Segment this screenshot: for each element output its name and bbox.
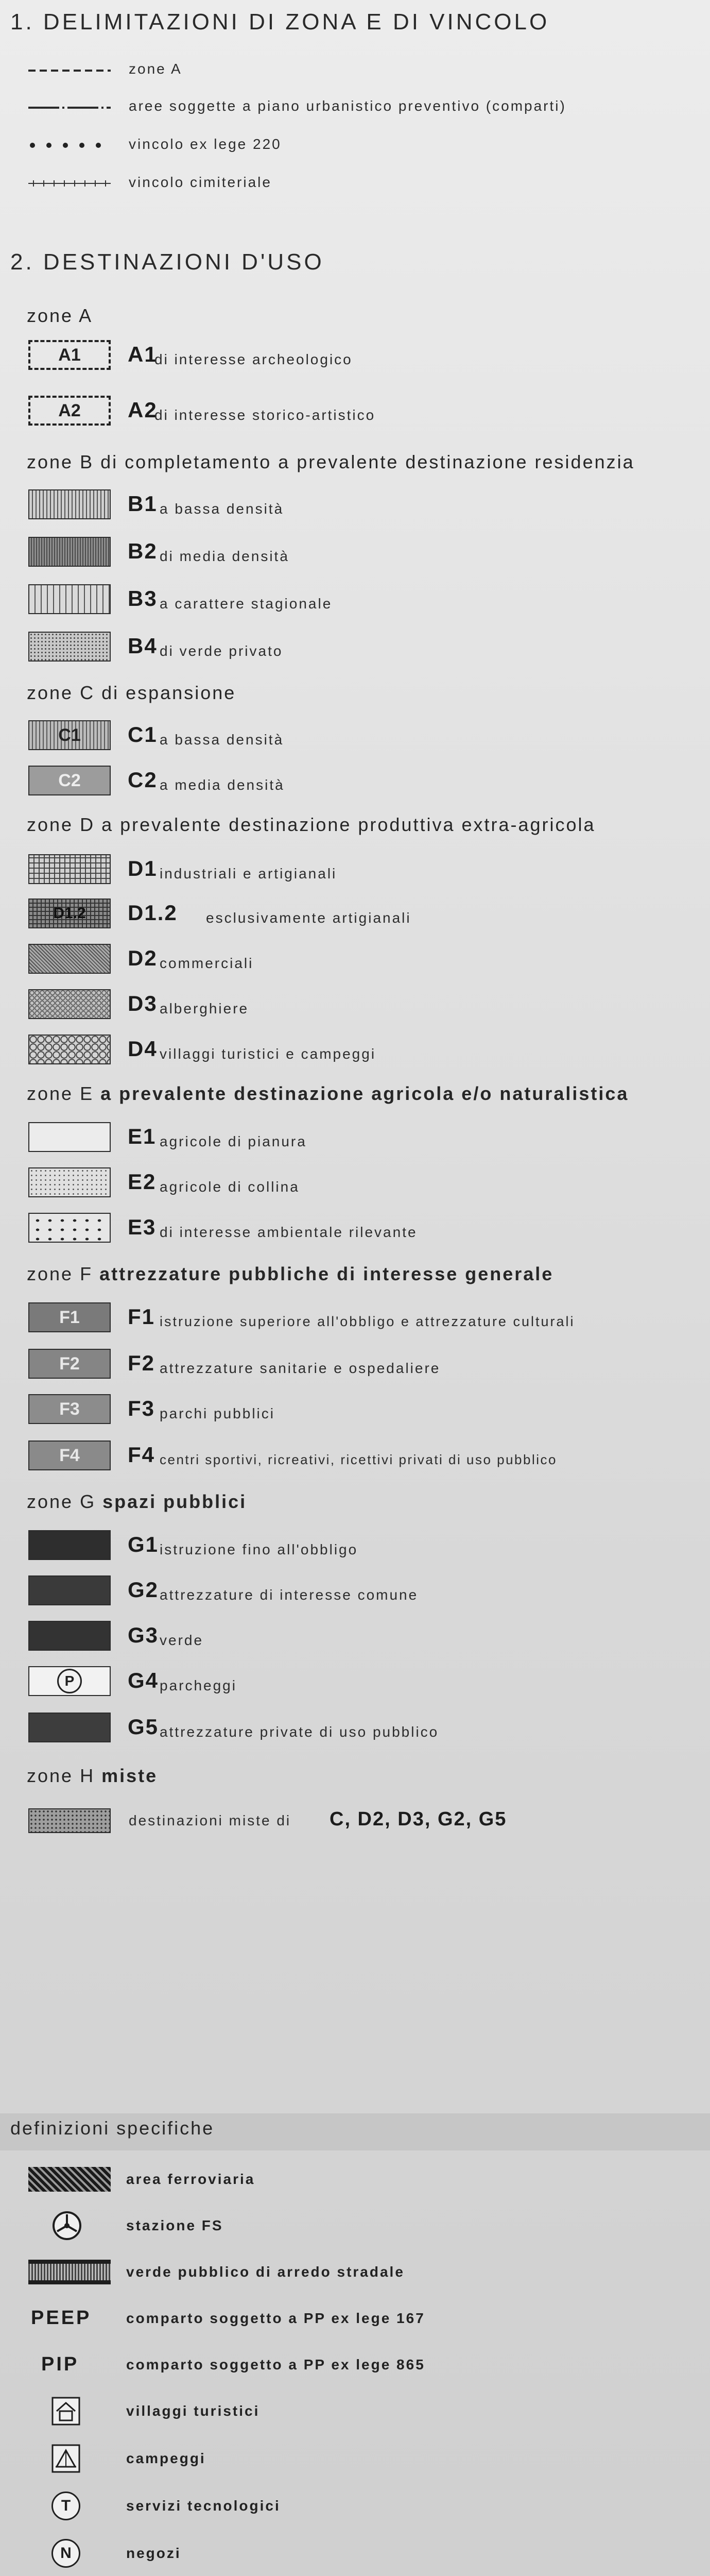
- legend-label: zone A: [129, 61, 182, 77]
- zone-d-heading: [27, 814, 596, 836]
- def-label: comparto soggetto a PP ex lege 865: [126, 2357, 425, 2372]
- zone-desc: destinazioni miste di: [129, 1812, 291, 1828]
- hatched-band-icon: [28, 2167, 111, 2192]
- legend-row-c2: [0, 766, 710, 796]
- zone-letter: zone B: [27, 451, 94, 472]
- zone-e-heading: [27, 1083, 629, 1105]
- zone-heading-text: attrezzature pubbliche di interesse generale: [99, 1263, 554, 1284]
- zone-heading-text: miste: [101, 1765, 158, 1786]
- def-label: servizi tecnologici: [126, 2498, 281, 2514]
- zone-symbol: A1: [28, 340, 111, 370]
- grid-pattern-icon: [28, 854, 111, 884]
- def-row-servizi: [0, 2490, 710, 2521]
- legend-item-vincolo-cimiteriale: [0, 173, 710, 194]
- zone-code: G1: [128, 1532, 159, 1556]
- dashed-line-icon: [28, 69, 111, 72]
- zone-code: F1: [128, 1304, 155, 1329]
- crosshatch-pattern-icon: [28, 944, 111, 974]
- parking-icon: P: [57, 1669, 82, 1693]
- zone-code: D2: [128, 946, 158, 970]
- zone-g-heading: [27, 1491, 247, 1513]
- zone-desc: di media densità: [160, 548, 289, 564]
- zone-code: C1: [128, 722, 158, 747]
- zone-code: G5: [128, 1715, 159, 1739]
- zone-symbol: F1: [28, 1302, 111, 1332]
- legend-row-b2: [0, 537, 710, 568]
- legend-row-g1: [0, 1530, 710, 1561]
- zone-desc: attrezzature private di uso pubblico: [160, 1724, 439, 1740]
- def-label: campeggi: [126, 2450, 206, 2466]
- servizi-tecnologici-icon: T: [51, 2492, 80, 2520]
- vertical-hatch-pattern-icon: [28, 489, 111, 519]
- zone-symbol: F3: [28, 1394, 111, 1424]
- legend-row-d2: [0, 944, 710, 975]
- zone-code: D4: [128, 1037, 158, 1061]
- zone-symbol: C2: [28, 766, 111, 795]
- zone-heading-text: a prevalente destinazione produttiva extra-agricola: [101, 814, 596, 835]
- zone-desc: agricole di pianura: [160, 1133, 307, 1149]
- zone-desc: attrezzature di interesse comune: [160, 1587, 419, 1603]
- zone-letter: zone G: [27, 1491, 96, 1512]
- plain-box-icon: [28, 1122, 111, 1152]
- zone-a-heading: zone A: [27, 305, 93, 326]
- legend-row-d12: [0, 899, 710, 929]
- zone-desc: di interesse ambientale rilevante: [160, 1224, 418, 1240]
- section1-title: 1. DELIMITAZIONI DI ZONA E DI VINCOLO: [10, 9, 550, 35]
- large-dot-pattern-icon: [28, 1213, 111, 1243]
- zone-desc: verde: [160, 1632, 204, 1648]
- zone-code: E3: [128, 1215, 157, 1239]
- legend-row-d1: [0, 854, 710, 885]
- zone-f-heading: [27, 1263, 553, 1285]
- cross-line-icon: [28, 180, 111, 187]
- zone-code: G3: [128, 1623, 159, 1647]
- legend-row-f4: [0, 1440, 710, 1471]
- zone-desc: a bassa densità: [160, 732, 284, 748]
- zone-code: D3: [128, 991, 158, 1015]
- def-row-villaggi: [0, 2396, 710, 2427]
- zone-code: B3: [128, 586, 158, 611]
- legend-row-d3: [0, 989, 710, 1020]
- zone-code: D1: [128, 856, 158, 880]
- legend-item-comparti-line: [0, 97, 710, 117]
- zone-desc: di verde privato: [160, 643, 283, 659]
- zone-code: F2: [128, 1351, 155, 1375]
- def-row-campeggi: [0, 2443, 710, 2474]
- zone-code: E1: [128, 1124, 157, 1148]
- zone-desc: centri sportivi, ricreativi, ricettivi privati di uso pubblico: [160, 1452, 557, 1467]
- zone-desc: attrezzature sanitarie e ospedaliere: [160, 1360, 441, 1376]
- legend-label: vincolo ex lege 220: [129, 136, 282, 152]
- zone-desc: istruzione superiore all'obbligo e attrezzature culturali: [160, 1314, 575, 1329]
- legend-row-f1: [0, 1302, 710, 1333]
- zone-code: A2: [128, 398, 158, 422]
- zone-desc: di interesse archeologico: [154, 351, 353, 367]
- zone-letter: zone D: [27, 814, 95, 835]
- def-label: verde pubblico di arredo stradale: [126, 2264, 405, 2280]
- legend-row-g4: [0, 1666, 710, 1697]
- def-label: stazione FS: [126, 2217, 223, 2233]
- definizioni-heading: definizioni specifiche: [10, 2117, 215, 2139]
- def-row-pip: [0, 2349, 710, 2380]
- ring-pattern-icon: [28, 989, 111, 1019]
- def-row-verde-stradale: [0, 2257, 710, 2287]
- zone-code: B1: [128, 492, 158, 516]
- large-ring-pattern-icon: [28, 1035, 111, 1064]
- negozi-icon: N: [51, 2539, 80, 2568]
- legend-label: aree soggette a piano urbanistico preventivo (comparti): [129, 98, 566, 114]
- def-abbreviation: PEEP: [31, 2307, 92, 2329]
- legend-row-h: [0, 1806, 710, 1837]
- zone-symbol: F4: [28, 1440, 111, 1470]
- legend-row-g3: [0, 1621, 710, 1652]
- section2-title: 2. DESTINAZIONI D'USO: [10, 249, 324, 275]
- def-label: villaggi turistici: [126, 2403, 260, 2419]
- legend-row-c1: [0, 720, 710, 751]
- dark-fill-icon: [28, 1575, 111, 1605]
- zone-desc: a media densità: [160, 777, 285, 793]
- zone-code: F3: [128, 1396, 155, 1420]
- legend-row-b3: [0, 584, 710, 615]
- zone-code: A1: [128, 342, 158, 366]
- zone-desc: agricole di collina: [160, 1179, 300, 1195]
- legend-row-e1: [0, 1122, 710, 1153]
- def-label: area ferroviaria: [126, 2171, 255, 2187]
- zone-heading-text: di espansione: [101, 682, 236, 703]
- legend-item-zone-a-line: [0, 60, 710, 80]
- road-verge-icon: [28, 2260, 111, 2284]
- zone-code: C2: [128, 768, 158, 792]
- zone-code: B2: [128, 539, 158, 563]
- zone-code: D1.2: [128, 901, 178, 925]
- parking-symbol-box: [28, 1666, 111, 1696]
- legend-row-g2: [0, 1575, 710, 1606]
- zone-code: E2: [128, 1170, 157, 1194]
- def-label: comparto soggetto a PP ex lege 167: [126, 2310, 425, 2326]
- zone-letter: zone C: [27, 682, 95, 703]
- legend-row-a2: [0, 396, 710, 427]
- zone-desc: parchi pubblici: [160, 1405, 275, 1421]
- zone-b-heading: [27, 451, 635, 473]
- zone-desc: commerciali: [160, 955, 254, 971]
- zone-desc: villaggi turistici e campeggi: [160, 1046, 376, 1062]
- zone-heading-text: di completamento a prevalente destinazione residenzia: [100, 451, 635, 472]
- zone-code: F4: [128, 1443, 155, 1467]
- dotted-line-icon: [28, 142, 111, 148]
- zone-code: B4: [128, 634, 158, 658]
- legend-row-e2: [0, 1167, 710, 1198]
- house-icon: [51, 2397, 80, 2426]
- zone-code: G4: [128, 1668, 159, 1692]
- legend-row-b4: [0, 632, 710, 663]
- legend-row-b1: [0, 489, 710, 520]
- dense-hatch-pattern-icon: [28, 537, 111, 567]
- zone-symbol: F2: [28, 1349, 111, 1379]
- zone-desc: a carattere stagionale: [160, 596, 333, 612]
- zone-desc: industriali e artigianali: [160, 866, 337, 882]
- legend-row-f3: [0, 1394, 710, 1425]
- zone-desc: parcheggi: [160, 1677, 237, 1693]
- zone-letter: zone E: [27, 1083, 94, 1104]
- zone-codes: C, D2, D3, G2, G5: [330, 1808, 507, 1830]
- long-dash-line-icon: [28, 106, 111, 109]
- sparse-dot-pattern-icon: [28, 1167, 111, 1197]
- def-row-ferroviaria: [0, 2164, 710, 2195]
- zone-c-heading: [27, 682, 236, 704]
- dotted-pattern-icon: [28, 632, 111, 662]
- zone-desc: alberghiere: [160, 1001, 249, 1016]
- legend-row-e3: [0, 1213, 710, 1244]
- zone-desc: istruzione fino all'obbligo: [160, 1541, 358, 1557]
- tent-icon: [51, 2444, 80, 2473]
- zone-heading-text: spazi pubblici: [102, 1491, 247, 1512]
- def-row-peep: [0, 2303, 710, 2334]
- zone-code: G2: [128, 1578, 159, 1602]
- zone-symbol: C1: [28, 720, 111, 750]
- wide-hatch-pattern-icon: [28, 584, 111, 614]
- mixed-dot-pattern-icon: [28, 1808, 111, 1833]
- zone-symbol: D1.2: [28, 899, 111, 928]
- zone-h-heading: [27, 1765, 158, 1787]
- legend-label: vincolo cimiteriale: [129, 174, 272, 190]
- zone-desc: esclusivamente artigianali: [206, 910, 411, 926]
- dark-fill-icon: [28, 1621, 111, 1651]
- def-row-stazione: [0, 2210, 710, 2241]
- zone-letter: zone F: [27, 1263, 93, 1284]
- zone-heading-text: a prevalente destinazione agricola e/o naturalistica: [100, 1083, 629, 1104]
- dark-fill-icon: [28, 1713, 111, 1742]
- legend-row-f2: [0, 1349, 710, 1380]
- def-abbreviation: PIP: [41, 2353, 79, 2375]
- def-label: negozi: [126, 2545, 181, 2561]
- legend-row-d4: [0, 1035, 710, 1065]
- def-row-negozi: [0, 2538, 710, 2569]
- legend-row-a1: [0, 340, 710, 371]
- dark-fill-icon: [28, 1530, 111, 1560]
- legend-row-g5: [0, 1713, 710, 1743]
- zone-desc: a bassa densità: [160, 501, 284, 517]
- station-fs-icon: [51, 2210, 82, 2241]
- legend-item-vincolo-220: [0, 135, 710, 156]
- zone-letter: zone H: [27, 1765, 95, 1786]
- zone-desc: di interesse storico-artistico: [154, 407, 376, 423]
- zone-symbol: A2: [28, 396, 111, 426]
